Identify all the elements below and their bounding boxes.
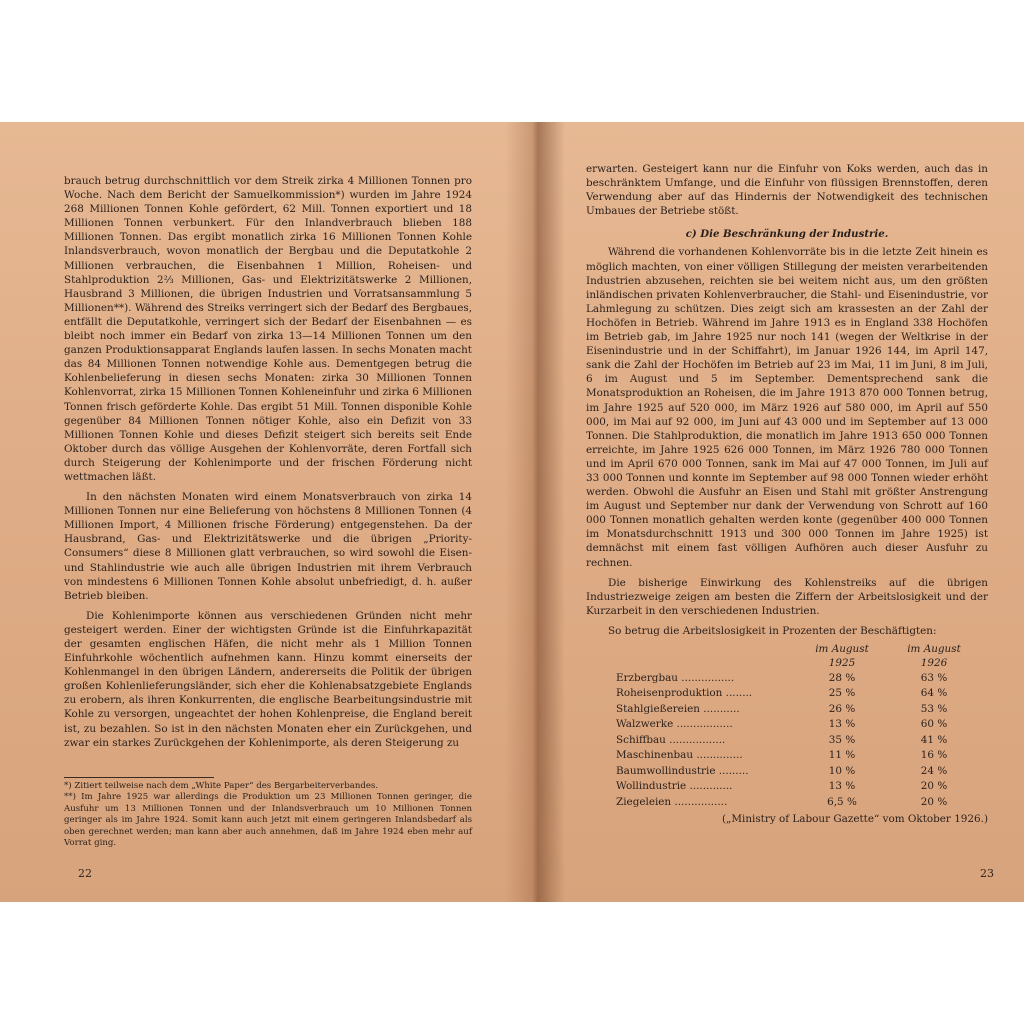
table-body bbox=[616, 670, 980, 810]
table-cell-1925: 25 % bbox=[828, 687, 856, 700]
right-paragraph-3: Die bisherige Einwirkung des Kohlenstreiks auf die übrigen Industriezweige zeigen am besten die Ziffern der Arbeitslosigkeit und der Kurzarbeit in den verschiedenen Industrien. bbox=[586, 576, 988, 617]
table-cell-1926: 20 % bbox=[920, 780, 948, 793]
table-cell-industry: Ziegeleien ................ bbox=[616, 795, 728, 808]
table-row bbox=[616, 763, 980, 779]
right-paragraph-2: Während die vorhandenen Kohlenvorräte bis in die letzte Zeit hinein es möglich machten, von einer völligen Stillegung der meisten verarbeitenden Industrien abzusehen, reichten sie bei weitem nicht aus, um den größten inländischen privaten Kohlenverbraucher, die Stahl- und Eisenindustrie, vor Lahmlegung zu schützen. Dies zeigt sich am krassesten an der Zahl der Hochöfen in Betrieb. Während im Jahre 1913 es in England 338 Hochöfen im Betrieb gab, im Jahre 1925 nur noch 141 (wegen der Weltkrise in der Eisenindustrie und in der Schiffahrt), im Januar 1926 144, im April 147, sank die Zahl der Hochöfen im Betrieb auf 23 im Mai, 11 im Juni, 8 im Juli, 6 im August und 5 im September. Dementsprechend sank die Monatsproduktion an Roheisen, die im Jahre 1913 870 000 Tonnen betrug, im Jahre 1925 auf 520 000, im März 1926 auf 580 000, im April auf 550 000, im Mai auf 92 000, im Juni auf 43 000 und im September auf 13 000 Tonnen. Die Stahlproduktion, die monatlich im Jahre 1913 650 000 Tonnen erreichte, im Jahre 1925 626 000 Tonnen, im März 1926 780 000 Tonnen und im April 670 000 Tonnen, sank im Mai auf 47 000 Tonnen, im Juli auf 33 000 Tonnen und konnte im September auf 98 000 Tonnen wieder erhöht werden. Obwohl die Ausfuhr an Eisen und Stahl mit größter Anstrengung im August und September nur dank der Verwendung von Schrott auf 160 000 Tonnen monatlich gehalten werden konte (gegenüber 400 000 Tonnen im Monatsdurchschnitt 1913 und 300 000 Tonnen im Jahre 1925) ist demnächst mit einem fast völligen Aufhören auch dieser Ausfuhr zu rechnen. bbox=[586, 246, 988, 569]
left-paragraph-1: brauch betrug durchschnittlich vor dem Streik zirka 4 Millionen Tonnen pro Woche. Nach dem Bericht der Samuelkommission*) wurden im Jahre 1924 268 Millionen Tonnen Kohle gefördert, 62 Mill. Tonnen exportiert und 18 Millionen Tonnen verbunkert. Für den Inlandverbrauch blieben 188 Millionen Tonnen. Das ergibt monatlich zirka 16 Millionen Tonnen Kohle Inlandsverbrauch, wovon monatlich der Bergbau und die Deputatkohle 2 Millionen verbrauchen, die Eisenbahnen 1 Million, Roheisen- und Stahlproduktion 2⅔ Millionen, Gas- und Elektrizitätswerke 2 Millionen, Hausbrand 3 Millionen, die übrigen Industrien und Vorratsansammlung 5 Millionen**). Während des Streiks verringert sich der Bedarf des Bergbaues, entfällt die Deputatkohle, verringert sich der Bedarf der Eisenbahnen — es bleibt noch immer ein Bedarf von zirka 13—14 Millionen Tonnen um den ganzen Produktionsapparat Englands laufen lassen. In sechs Monaten macht das 84 Millionen Tonnen notwendige Kohle aus. Dementgegen betrug die Kohlenbelieferung in diesen sechs Monaten: zirka 30 Millionen Tonnen Kohlenvorrat, zirka 15 Millionen Tonnen Kohleneinfuhr und zirka 6 Millionen Tonnen frisch geförderte Kohle. Das ergibt 51 Mill. Tonnen disponible Kohle gegenüber 84 Millionen Tonnen nötiger Kohle, also ein Defizit von 33 Millionen Tonnen Kohle und dieses Defizit steigert sich bereits seit Ende Oktober durch das völlige Ausgehen der Kohlenvorräte, deren Fortfall sich durch Steigerung der Kohlenimporte und der frischen Förderung nicht wettmachen läßt. bbox=[64, 175, 472, 483]
table-row bbox=[616, 717, 980, 733]
table-cell-1926: 24 % bbox=[920, 764, 948, 777]
table-row bbox=[616, 732, 980, 748]
table-cell-1926: 16 % bbox=[920, 749, 948, 762]
table-cell-1926: 41 % bbox=[920, 733, 948, 746]
open-book bbox=[0, 122, 1024, 902]
table-row bbox=[616, 701, 980, 717]
table-cell-1926: 60 % bbox=[920, 718, 948, 731]
table-cell-1925: 13 % bbox=[828, 780, 856, 793]
right-paragraph-1: erwarten. Gesteigert kann nur die Einfuhr von Koks werden, auch das in beschränktem Umfange, und die Einfuhr von flüssigen Brennstoffen, deren Verwendung aber auf das Hindernis der Notwendigkeit des technischen Umbaues der Betriebe stößt. bbox=[586, 163, 988, 218]
footnotes bbox=[64, 777, 472, 849]
page-number-left: 22 bbox=[78, 867, 92, 880]
right-page-body bbox=[586, 162, 988, 826]
page-number-right: 23 bbox=[980, 867, 994, 880]
table-cell-industry: Baumwollindustrie ......... bbox=[616, 764, 749, 777]
table-cell-1925: 26 % bbox=[828, 702, 856, 715]
table-source: („Ministry of Labour Gazette“ vom Oktober 1926.) bbox=[721, 812, 988, 825]
left-page bbox=[0, 122, 540, 902]
table-cell-industry: Walzwerke ................. bbox=[616, 718, 733, 731]
table-cell-industry: Stahlgießereien ........... bbox=[616, 702, 740, 715]
table-cell-industry: Schiffbau ................. bbox=[616, 733, 726, 746]
book-gutter bbox=[505, 122, 565, 902]
table-cell-1925: 10 % bbox=[828, 764, 856, 777]
table-cell-1926: 20 % bbox=[920, 795, 948, 808]
table-cell-industry: Roheisenproduktion ........ bbox=[616, 687, 753, 700]
footnote-2: **) Im Jahre 1925 war allerdings die Produktion um 23 Millionen Tonnen geringer, die Ausfuhr um 13 Millionen Tonnen und der Inlandsverbrauch um 10 Millionen Tonnen geringer als im Jahre 1924. Somit kann auch jetzt mit einem geringeren Inlandsbedarf als oben gerechnet werden; man kann aber auch annehmen, daß im Jahre 1924 eben mehr auf Vorrat ging. bbox=[64, 792, 472, 849]
table-cell-1926: 63 % bbox=[920, 671, 948, 684]
table-header-row bbox=[616, 642, 980, 670]
left-paragraph-3: Die Kohlenimporte können aus verschiedenen Gründen nicht mehr gesteigert werden. Einer der wichtigsten Gründe ist die Einfuhrkapazität der gesamten englischen Häfen, die nicht mehr als 1 Million Tonnen Einfuhrkohle wöchentlich aufnehmen kann. Hinzu kommt einerseits der Kohlenmangel in den übrigen Ländern, andererseits die Politik der übrigen großen Kohlenlieferungsländer, sich eher die Kohlenabsatzgebiete Englands zu erobern, als ihren Konkurrenten, die englische Bearbeitungsindustrie mit Kohle zu versorgen, ungeachtet der hohen Kohlenpreise, die England bereit ist, zu bezahlen. So ist in den nächsten Monaten eher ein Zurückgehen, und zwar ein starkes Zurückgehen der Kohlenimporte, als deren Steigerung zu bbox=[64, 609, 472, 749]
table-cell-1925: 13 % bbox=[828, 718, 856, 731]
left-page-body bbox=[64, 174, 472, 750]
table-row bbox=[616, 779, 980, 795]
table-row bbox=[616, 686, 980, 702]
table-cell-1925: 28 % bbox=[828, 671, 856, 684]
right-page bbox=[540, 122, 1024, 902]
table-row bbox=[616, 670, 980, 686]
table-cell-1925: 11 % bbox=[828, 749, 856, 762]
table-header-1926: im August 1926 bbox=[907, 643, 961, 670]
table-cell-1926: 53 % bbox=[920, 702, 948, 715]
table-row bbox=[616, 748, 980, 764]
table-cell-1925: 6,5 % bbox=[827, 795, 857, 808]
table-cell-industry: Erzbergbau ................ bbox=[616, 671, 735, 684]
table-cell-industry: Maschinenbau .............. bbox=[616, 749, 743, 762]
footnote-1: *) Zitiert teilweise nach dem „White Paper“ des Bergarbeiterverbandes. bbox=[64, 781, 379, 791]
table-header-label bbox=[616, 642, 796, 670]
footnote-rule bbox=[64, 777, 214, 778]
left-paragraph-2: In den nächsten Monaten wird einem Monatsverbrauch von zirka 14 Millionen Tonnen nur eine Belieferung von höchstens 8 Millionen Tonnen (4 Millionen Import, 4 Millionen frische Förderung) entgegenstehen. Da der Hausbrand, Gas- und Elektrizitätswerke und die übrigen „Priority-Consumers“ diese 8 Millionen glatt verbrauchen, so wird sowohl die Eisen- und Stahlindustrie wie auch alle übrigen Industrien mit ihrem Verbrauch von mindestens 6 Millionen Tonnen Kohle absolut unbefriedigt, d. h. außer Betrieb bleiben. bbox=[64, 491, 472, 602]
section-heading: c) Die Beschränkung der Industrie. bbox=[685, 228, 889, 241]
unemployment-table bbox=[616, 642, 980, 810]
right-paragraph-4: So betrug die Arbeitslosigkeit in Prozenten der Beschäftigten: bbox=[608, 624, 937, 637]
table-header-1925: im August 1925 bbox=[815, 643, 869, 670]
table-row bbox=[616, 794, 980, 810]
table-cell-1926: 64 % bbox=[920, 687, 948, 700]
table-cell-1925: 35 % bbox=[828, 733, 856, 746]
table-cell-industry: Wollindustrie ............. bbox=[616, 780, 733, 793]
